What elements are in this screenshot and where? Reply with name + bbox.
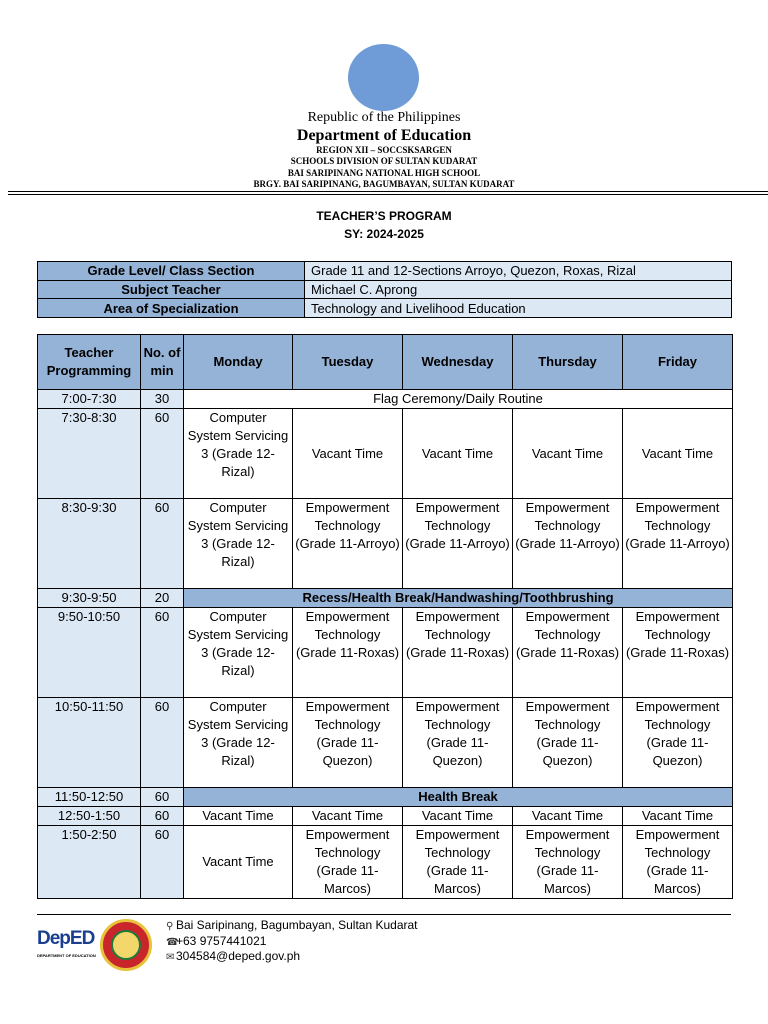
deped-logo-subtext: DEPARTMENT OF EDUCATION <box>37 953 96 958</box>
teacher-info-table <box>37 261 732 318</box>
header-divider <box>8 191 768 192</box>
cell-friday: Vacant Time <box>623 807 733 826</box>
mail-icon: ✉ <box>166 952 175 963</box>
row-time: 12:50-1:50 <box>38 807 141 826</box>
address-line: BRGY. BAI SARIPINANG, BAGUMBAYAN, SULTAN KUDARAT <box>253 179 515 189</box>
info-label: Grade Level/ Class Section <box>38 262 305 281</box>
row-minutes: 60 <box>141 698 184 788</box>
cell-tuesday: Empowerment Technology (Grade 11-Quezon) <box>293 698 403 788</box>
header-divider-thick <box>8 194 768 195</box>
cell-monday: Vacant Time <box>184 807 293 826</box>
cell-thursday: Vacant Time <box>513 409 623 499</box>
header-time: Teacher Programming <box>38 335 141 390</box>
row-minutes: 60 <box>141 826 184 899</box>
cell-thursday: Empowerment Technology (Grade 11-Arroyo) <box>513 499 623 589</box>
cell-tuesday: Empowerment Technology (Grade 11-Roxas) <box>293 608 403 698</box>
department-name: Department of Education <box>296 127 472 144</box>
cell-wednesday: Empowerment Technology (Grade 11-Arroyo) <box>403 499 513 589</box>
row-minutes: 60 <box>141 807 184 826</box>
page-title: TEACHER’S PROGRAM <box>316 209 452 223</box>
row-minutes: 20 <box>141 589 184 608</box>
email-text: 304584@deped.gov.ph <box>176 949 301 963</box>
cell-tuesday: Vacant Time <box>293 409 403 499</box>
cell-friday: Empowerment Technology (Grade 11-Quezon) <box>623 698 733 788</box>
cell-tuesday: Vacant Time <box>293 807 403 826</box>
row-span-activity: Recess/Health Break/Handwashing/Toothbrushing <box>184 589 733 608</box>
info-row <box>38 262 732 281</box>
schedule-row <box>38 589 733 608</box>
info-row <box>38 280 732 299</box>
school-line: BAI SARIPINANG NATIONAL HIGH SCHOOL <box>287 168 481 178</box>
header-monday: Monday <box>184 335 293 390</box>
row-span-activity: Flag Ceremony/Daily Routine <box>184 390 733 409</box>
header-thursday: Thursday <box>513 335 623 390</box>
cell-friday: Empowerment Technology (Grade 11-Marcos) <box>623 826 733 899</box>
cell-monday: Vacant Time <box>184 826 293 899</box>
schedule-row <box>38 807 733 826</box>
cell-friday: Vacant Time <box>623 409 733 499</box>
school-seal-logo <box>100 919 152 971</box>
cell-friday: Empowerment Technology (Grade 11-Roxas) <box>623 608 733 698</box>
row-time: 11:50-12:50 <box>38 788 141 807</box>
cell-wednesday: Empowerment Technology (Grade 11-Quezon) <box>403 698 513 788</box>
row-time: 7:00-7:30 <box>38 390 141 409</box>
row-minutes: 30 <box>141 390 184 409</box>
schedule-table <box>37 334 733 899</box>
info-label: Subject Teacher <box>38 280 305 299</box>
cell-wednesday: Empowerment Technology (Grade 11-Marcos) <box>403 826 513 899</box>
info-value: Grade 11 and 12-Sections Arroyo, Quezon, Roxas, Rizal <box>305 262 732 281</box>
cell-thursday: Empowerment Technology (Grade 11-Roxas) <box>513 608 623 698</box>
schedule-row <box>38 826 733 899</box>
division-line: SCHOOLS DIVISION OF SULTAN KUDARAT <box>290 156 478 166</box>
cell-friday: Empowerment Technology (Grade 11-Arroyo) <box>623 499 733 589</box>
cell-thursday: Empowerment Technology (Grade 11-Quezon) <box>513 698 623 788</box>
row-time: 7:30-8:30 <box>38 409 141 499</box>
cell-tuesday: Empowerment Technology (Grade 11-Marcos) <box>293 826 403 899</box>
cell-monday: Computer System Servicing 3 (Grade 12-Rizal) <box>184 698 293 788</box>
info-value: Technology and Livelihood Education <box>305 299 732 318</box>
footer-divider <box>37 914 731 915</box>
school-year: SY: 2024-2025 <box>344 227 424 241</box>
header-wednesday: Wednesday <box>403 335 513 390</box>
cell-monday: Computer System Servicing 3 (Grade 12-Rizal) <box>184 409 293 499</box>
deped-logo <box>37 920 95 964</box>
header-tuesday: Tuesday <box>293 335 403 390</box>
footer-phone <box>166 935 266 948</box>
schedule-row <box>38 608 733 698</box>
address-text: Bai Saripinang, Bagumbayan, Sultan Kudarat <box>176 918 418 932</box>
footer-address <box>166 919 418 932</box>
cell-thursday: Vacant Time <box>513 807 623 826</box>
row-minutes: 60 <box>141 608 184 698</box>
row-time: 9:30-9:50 <box>38 589 141 608</box>
row-span-activity: Health Break <box>184 788 733 807</box>
phone-text: +63 9757441021 <box>176 934 267 948</box>
schedule-row <box>38 409 733 499</box>
cell-wednesday: Vacant Time <box>403 409 513 499</box>
cell-tuesday: Empowerment Technology (Grade 11-Arroyo) <box>293 499 403 589</box>
cell-wednesday: Empowerment Technology (Grade 11-Roxas) <box>403 608 513 698</box>
deped-logo-text: DepED <box>37 928 95 949</box>
cell-wednesday: Vacant Time <box>403 807 513 826</box>
phone-icon: ☎ <box>166 937 179 948</box>
footer-email <box>166 950 300 963</box>
row-time: 9:50-10:50 <box>38 608 141 698</box>
schedule-row <box>38 390 733 409</box>
row-minutes: 60 <box>141 788 184 807</box>
schedule-row <box>38 499 733 589</box>
republic-line: Republic of the Philippines <box>307 110 461 125</box>
info-row <box>38 299 732 318</box>
cell-thursday: Empowerment Technology (Grade 11-Marcos) <box>513 826 623 899</box>
cell-monday: Computer System Servicing 3 (Grade 12-Rizal) <box>184 608 293 698</box>
row-minutes: 60 <box>141 409 184 499</box>
info-label: Area of Specialization <box>38 299 305 318</box>
schedule-row <box>38 788 733 807</box>
schedule-row <box>38 698 733 788</box>
header-minutes: No. of min <box>141 335 184 390</box>
header-friday: Friday <box>623 335 733 390</box>
row-time: 8:30-9:30 <box>38 499 141 589</box>
row-time: 1:50-2:50 <box>38 826 141 899</box>
row-minutes: 60 <box>141 499 184 589</box>
region-line: REGION XII – SOCCSKSARGEN <box>316 145 452 155</box>
location-icon: ⚲ <box>166 921 174 932</box>
deped-seal-logo <box>348 44 419 111</box>
cell-monday: Computer System Servicing 3 (Grade 12-Rizal) <box>184 499 293 589</box>
schedule-header-row <box>38 335 733 390</box>
info-value: Michael C. Aprong <box>305 280 732 299</box>
row-time: 10:50-11:50 <box>38 698 141 788</box>
